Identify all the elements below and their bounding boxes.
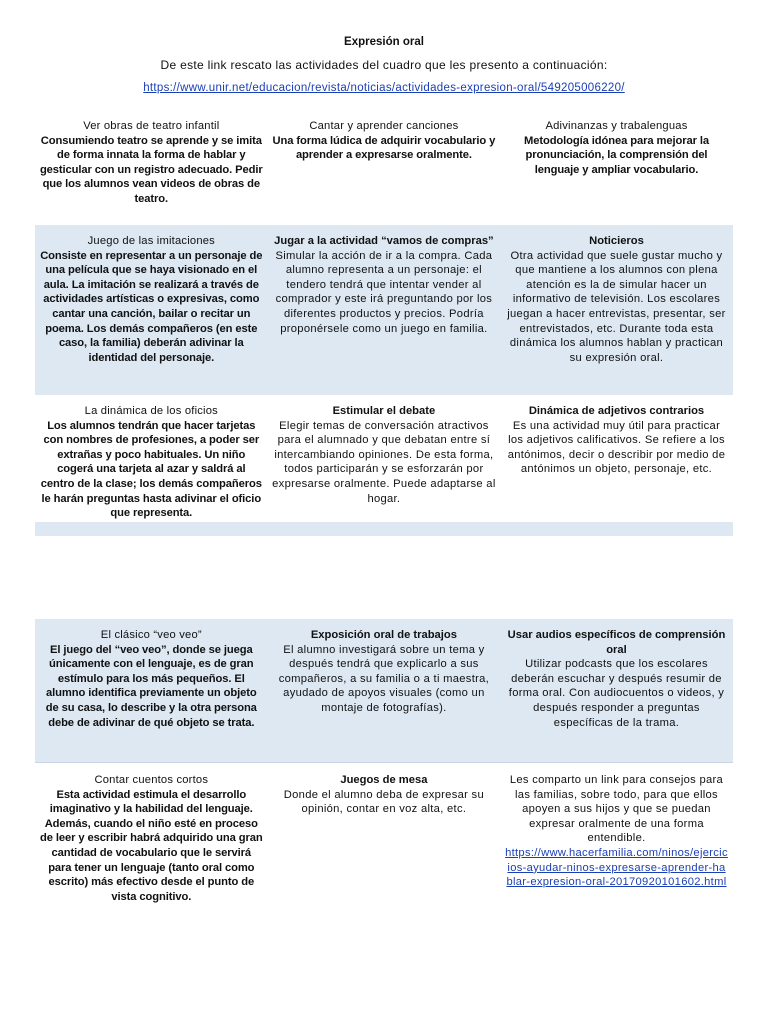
activity-description: Metodología idónea para mejorar la pronunciación, la comprensión del lenguaje y ampliar vocabulario.	[524, 134, 709, 176]
activity-description: Consiste en representar a un personaje de una película que se haya visionado en el aula. La imitación se realizará a través de actividades artísticas o expresivas, como cantar una canción, bailar o recitar un poema. Los demás compañeros (en este caso, la familia) deberán adivinar la identidad del personaje.	[40, 249, 263, 364]
activity-cell	[500, 628, 733, 762]
table-row	[35, 225, 733, 395]
activity-cell	[35, 119, 268, 225]
activity-description: Les comparto un link para consejos para las familias, sobre todo, para que ellos apoyen a sus hijos y que se puedan expresar oralmente de una forma entendible.	[509, 774, 724, 845]
document-title: Expresión oral	[344, 36, 424, 48]
activity-description: Donde el alumno deba de expresar su opinión, contar en voz alta, etc.	[283, 788, 484, 816]
activity-cell	[500, 119, 733, 225]
activity-description: Una forma lúdica de adquirir vocabulario y aprender a expresarse oralmente.	[272, 134, 496, 162]
activity-cell	[35, 404, 268, 522]
blank-spacer	[35, 536, 733, 619]
activity-description: Es una actividad muy útil para practicar los adjetivos calificativos. Se refiere a los antónimos, decir o describir por medio de antónimos un objeto, personaje, etc.	[507, 419, 726, 476]
activity-description: El alumno investigará sobre un tema y después tendrá que explicarlo a sus compañeros, a su familia o a ti maestra, ayudado de apoyos visuales (como un montaje de fotografías).	[278, 643, 490, 714]
activity-title: Juegos de mesa	[340, 774, 428, 786]
table-row	[35, 619, 733, 762]
activity-cell	[500, 773, 733, 933]
activity-cell	[268, 628, 501, 762]
activity-cell	[500, 234, 733, 395]
activity-cell	[35, 628, 268, 762]
activity-cell	[268, 773, 501, 933]
activity-title: Cantar y aprender canciones	[309, 120, 459, 132]
activity-title: Adivinanzas y trabalenguas	[545, 120, 688, 132]
activity-title: Noticieros	[589, 235, 644, 247]
activity-title: Juego de las imitaciones	[87, 235, 215, 247]
activity-title: Exposición oral de trabajos	[310, 629, 457, 641]
family-advice-link[interactable]: https://www.hacerfamilia.com/ninos/ejercicios-ayudar-ninos-expresarse-aprender-hablar-expresion-oral-20170920101602.html	[505, 846, 728, 889]
activity-title: Usar audios específicos de comprensión oral	[507, 629, 726, 656]
activity-cell	[500, 404, 733, 522]
activity-title: El clásico “veo veo”	[100, 629, 202, 641]
activity-title: Ver obras de teatro infantil	[83, 120, 220, 132]
activity-title: Dinámica de adjetivos contrarios	[528, 405, 705, 417]
source-link[interactable]: https://www.unir.net/educacion/revista/noticias/actividades-expresion-oral/549205006220/	[143, 82, 625, 94]
activity-description: Elegir temas de conversación atractivos para el alumnado y que debatan entre sí intercambiando opiniones. De esta forma, todos participarán y se esforzarán por expresarse oralmente. Puede adaptarse al hogar.	[272, 419, 496, 505]
activity-description: Simular la acción de ir a la compra. Cada alumno representa a un personaje: el tendero tendrá que intentar vender al comprador y este irá preguntando por los diferentes productos y precios. Podría proponérsele como un juego en familia.	[275, 249, 493, 335]
activity-title: Contar cuentos cortos	[94, 774, 209, 786]
activity-cell	[35, 234, 268, 395]
empty-row	[35, 522, 733, 536]
activity-cell	[268, 404, 501, 522]
activity-description: Los alumnos tendrán que hacer tarjetas con nombres de profesiones, a poder ser extrañas y poco habituales. Un niño cogerá una tarjeta al azar y saldrá al centro de la clase; los demás compañeros le harán preguntas hasta adivinar el oficio que representa.	[40, 419, 262, 520]
table-row	[35, 112, 733, 225]
table-row	[35, 762, 733, 933]
activities-table	[35, 112, 733, 933]
activity-description: Utilizar podcasts que los escolares deberán escuchar y después resumir de forma oral. Con audiocuentos o videos, y después responder a preguntas específicas de la trama.	[508, 658, 725, 729]
activity-title: Jugar a la actividad “vamos de compras”	[274, 235, 494, 247]
activity-title: Estimular el debate	[332, 405, 436, 417]
activity-cell	[268, 119, 501, 225]
activity-description: Otra actividad que suele gustar mucho y que mantiene a los alumnos con plena atención es la de simular hacer un informativo de televisión. Los escolares juegan a hacer entrevistas, presentar, ser entrevistados, etc. Durante toda esta dinámica los alumnos hablan y practican su expresión oral.	[507, 249, 726, 364]
activity-description: Esta actividad estimula el desarrollo imaginativo y la habilidad del lenguaje. Además, cuando el niño esté en proceso de leer y escribir habrá adquirido una gran cantidad de vocabulario que le servirá para tener un lenguaje (tanto oral como escrito) más efectivo desde el punto de vista cognitivo.	[39, 788, 263, 903]
intro-text: De este link rescato las actividades del cuadro que les presento a continuación:	[160, 58, 608, 72]
activity-cell	[35, 773, 268, 933]
activity-cell	[268, 234, 501, 395]
activity-description: Consumiendo teatro se aprende y se imita de forma innata la forma de hablar y gesticular con un registro adecuado. Pedir que los alumnos vean videos de obras de teatro.	[39, 134, 263, 205]
activity-description: El juego del “veo veo”, donde se juega únicamente con el lenguaje, es de gran estímulo para los más pequeños. El alumno identifica previamente un objeto de su casa, lo describe y la otra persona debe de adivinar de qué objeto se trata.	[45, 643, 257, 729]
activity-title: La dinámica de los oficios	[84, 405, 218, 417]
table-row	[35, 395, 733, 522]
